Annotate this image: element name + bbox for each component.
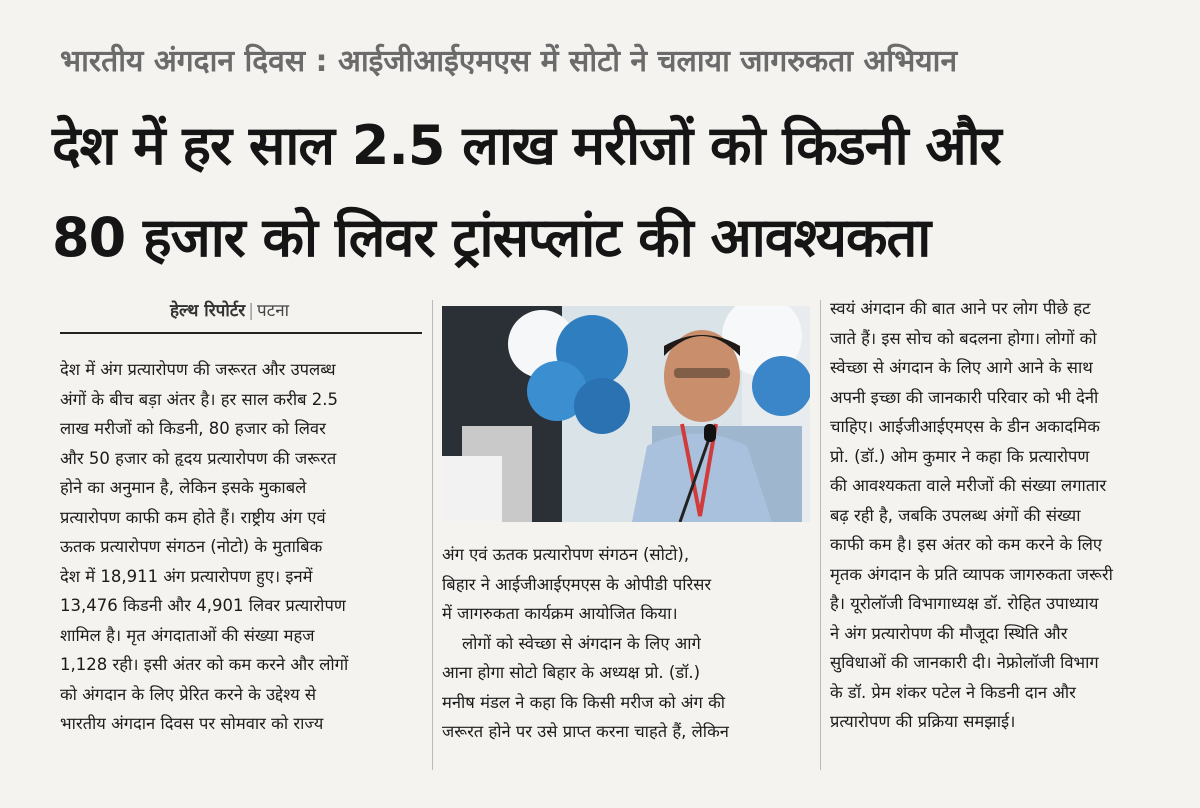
headline-line-2: 80 हजार को लिवर ट्रांसप्लांट की आवश्यकता (52, 206, 931, 269)
text-line: प्रत्यारोपण काफी कम होते हैं। राष्ट्रीय अंग एवं (60, 507, 326, 527)
text-line: के डॉ. प्रेम शंकर पटेल ने किडनी दान और (830, 682, 1076, 702)
text-line: मृतक अंगदान के प्रति व्यापक जागरुकता जरूरी (830, 564, 1113, 584)
text-line: भारतीय अंगदान दिवस पर सोमवार को राज्य (60, 714, 324, 733)
column-divider (820, 300, 821, 770)
cropped-previous-text (0, 0, 1200, 14)
headline (52, 100, 1192, 284)
text-line: अंगों के बीच बड़ा अंतर है। हर साल करीब 2.5 (60, 389, 338, 409)
speaker-photo (442, 306, 810, 522)
text-line: को अंगदान के लिए प्रेरित करने के उद्देश्य से (60, 684, 317, 704)
column-divider (432, 300, 433, 770)
text-line: स्वेच्छा से अंगदान के लिए आगे आने के साथ (830, 358, 1093, 377)
text-line: ने अंग प्रत्यारोपण की मौजूदा स्थिति और (830, 623, 1068, 643)
text-line: 1,128 रही। इसी अंतर को कम करने और लोगों (60, 655, 349, 674)
text-line: जरूरत होने पर उसे प्राप्त करना चाहते हैं, लेकिन (442, 722, 729, 741)
text-line: ऊतक प्रत्यारोपण संगठन (नोटो) के मुताबिक (60, 537, 323, 556)
dateline-city: पटना (256, 301, 290, 321)
text-line: शामिल है। मृत अंगदाताओं की संख्या महज (60, 625, 315, 645)
article-column-2 (442, 540, 810, 747)
text-line: सुविधाओं की जानकारी दी। नेफ्रोलॉजी विभाग (830, 653, 1099, 672)
text-line: की आवश्यकता वाले मरीजों की संख्या लगातार (830, 476, 1107, 495)
text-line: अंग एवं ऊतक प्रत्यारोपण संगठन (सोटो), (442, 545, 690, 564)
text-line: प्रत्यारोपण की प्रक्रिया समझाई। (830, 712, 1016, 731)
text-line: आना होगा सोटो बिहार के अध्यक्ष प्रो. (डॉ.) (442, 663, 701, 682)
byline-separator: | (248, 301, 254, 321)
text-line: लाख मरीजों को किडनी, 80 हजार को लिवर (60, 419, 326, 438)
byline (170, 298, 289, 321)
reporter-name: हेल्थ रिपोर्टर (170, 301, 246, 321)
text-line: देश में 18,911 अंग प्रत्यारोपण हुए। इनमें (60, 566, 313, 586)
text-line: मनीष मंडल ने कहा कि किसी मरीज को अंग की (442, 692, 726, 712)
kicker-subheadline: भारतीय अंगदान दिवस : आईजीआईएमएस में सोटो ने चलाया जागरुकता अभियान (60, 44, 958, 79)
text-line: में जागरुकता कार्यक्रम आयोजित किया। (442, 604, 678, 623)
text-line: प्रो. (डॉ.) ओम कुमार ने कहा कि प्रत्यारोपण (830, 446, 1090, 466)
speaker-at-microphone-icon (442, 306, 810, 522)
article-column-1 (60, 355, 422, 739)
text-line: लोगों को स्वेच्छा से अंगदान के लिए आगे (462, 633, 701, 653)
text-line: होने का अनुमान है, लेकिन इसके मुकाबले (60, 478, 307, 497)
article-column-3 (830, 294, 1195, 737)
text-line: चाहिए। आईजीआईएमएस के डीन अकादमिक (830, 417, 1100, 436)
text-line: और 50 हजार को हृदय प्रत्यारोपण की जरूरत (60, 448, 337, 468)
text-line: काफी कम है। इस अंतर को कम करने के लिए (830, 535, 1103, 554)
text-line: स्वयं अंगदान की बात आने पर लोग पीछे हट (830, 299, 1091, 318)
text-line: देश में अंग प्रत्यारोपण की जरूरत और उपलब्ध (60, 360, 336, 379)
text-line: 13,476 किडनी और 4,901 लिवर प्रत्यारोपण (60, 596, 346, 615)
byline-rule (60, 332, 422, 334)
text-line: बिहार ने आईजीआईएमएस के ओपीडी परिसर (442, 574, 712, 594)
headline-line-1: देश में हर साल 2.5 लाख मरीजों को किडनी और (52, 114, 1001, 177)
text-line: जाते हैं। इस सोच को बदलना होगा। लोगों को (830, 328, 1097, 348)
text-line: है। यूरोलॉजी विभागाध्यक्ष डॉ. रोहित उपाध्याय (830, 594, 1099, 613)
text-line: बढ़ रही है, जबकि उपलब्ध अंगों की संख्या (830, 505, 1081, 525)
text-line: अपनी इच्छा की जानकारी परिवार को भी देनी (830, 387, 1099, 407)
